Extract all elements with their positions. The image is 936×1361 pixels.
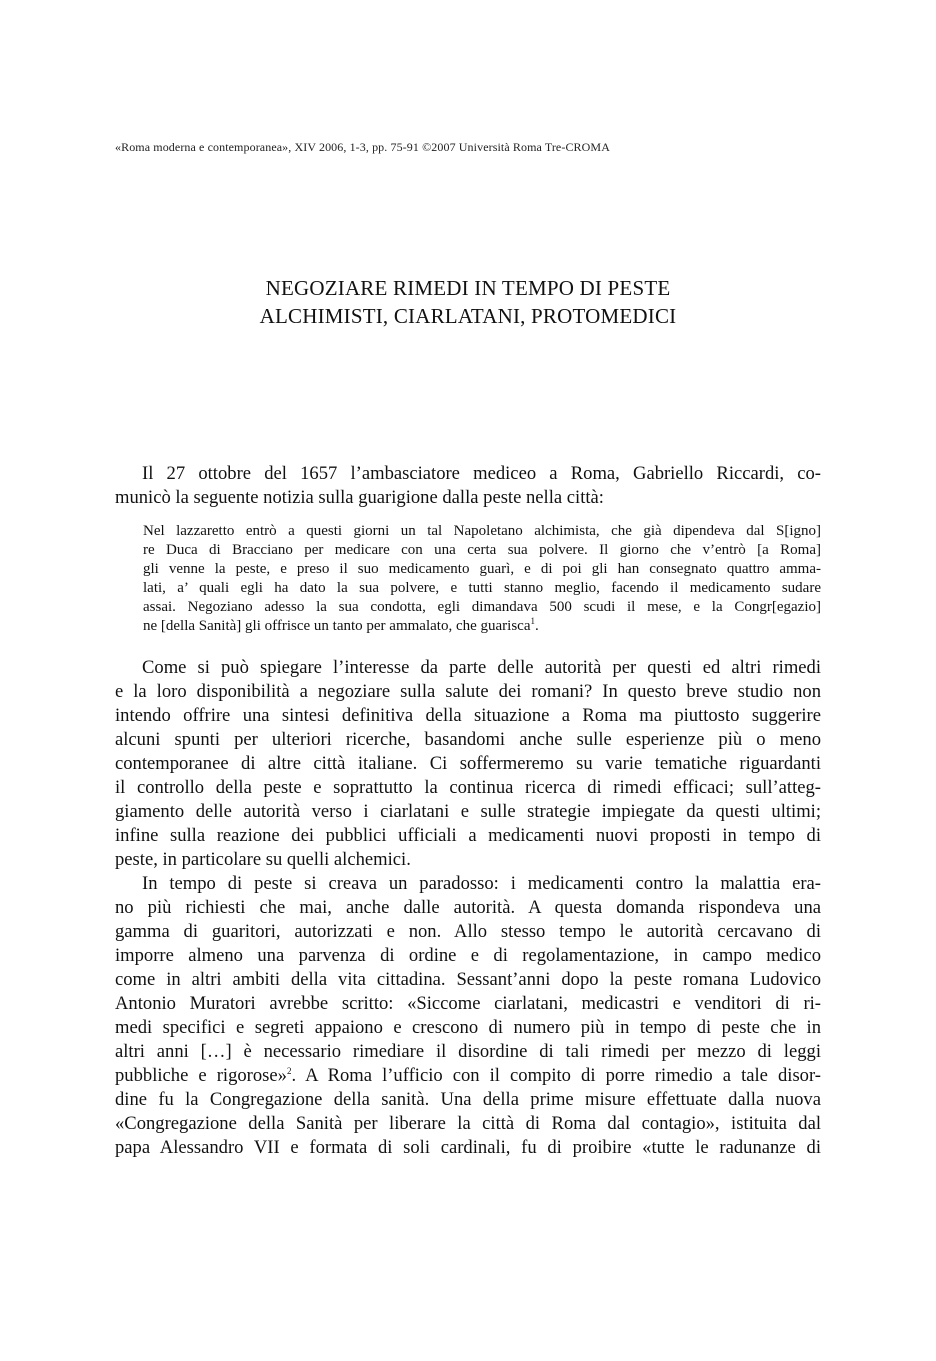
para1-line: il controllo della peste e soprattutto la continua ricerca di rimedi efficaci; sull’atteg-: [115, 777, 821, 798]
quote-line: assai. Negoziano adesso la sua condotta, egli dimandava 500 scudi il mese, e la Congr[egazio]: [143, 599, 821, 615]
quote-end: .: [535, 618, 539, 634]
para2-line: «Congregazione della Sanità per liberare la città di Roma dal contagio», istituita dal: [115, 1113, 821, 1134]
para1-line: giamento delle autorità verso i ciarlatani e sulle strategie impiegate da questi ultimi;: [115, 801, 821, 822]
title-line-1: NEGOZIARE RIMEDI IN TEMPO DI PESTE: [265, 276, 671, 300]
para2-line: papa Alessandro VII e formata di soli cardinali, fu di proibire «tutte le radunanze di: [115, 1137, 821, 1158]
intro-line: Il 27 ottobre del 1657 l’ambasciatore mediceo a Roma, Gabriello Riccardi, co-: [142, 463, 821, 484]
title-line-2: ALCHIMISTI, CIARLATANI, PROTOMEDICI: [259, 304, 677, 328]
para2-line: imporre almeno una parvenza di ordine e di regolamentazione, in campo medico: [115, 945, 821, 966]
para2-line: altri anni […] è necessario rimediare il disordine di tali rimedi per mezzo di leggi: [115, 1041, 821, 1062]
para2-text: . A Roma l’ufficio con il compito di porre rimedio a tale disor-: [291, 1065, 821, 1086]
para2-line: Antonio Muratori avrebbe scritto: «Siccome ciarlatani, medicastri e venditori di ri-: [115, 993, 821, 1014]
para2-line: no più richiesti che mai, anche dalle autorità. A questa domanda rispondeva una: [115, 897, 821, 918]
para2-line: come in altri ambiti della vita cittadina. Sessant’anni dopo la peste romana Ludovico: [115, 969, 821, 990]
para1-line: Come si può spiegare l’interesse da parte delle autorità per questi ed altri rimedi: [142, 657, 821, 678]
para1-line: infine sulla reazione dei pubblici ufficiali a medicamenti nuovi proposti in tempo di: [115, 825, 821, 846]
para1-line: alcuni spunti per ulteriori ricerche, basandomi anche sulle esperienze più o meno: [115, 729, 821, 750]
para1-line: e la loro disponibilità a negoziare sulla salute dei romani? In questo breve studio non: [115, 681, 821, 702]
para2-line: dine fu la Congregazione della sanità. Una della prime misure effettuate dalla nuova: [115, 1089, 821, 1110]
para2-line: In tempo di peste si creava un paradosso: i medicamenti contro la malattia era-: [142, 873, 821, 894]
para2-line: medi specifici e segreti appaiono e crescono di numero più in tempo di peste che in: [115, 1017, 821, 1038]
quote-line: [143, 617, 821, 636]
para2-line: gamma di guaritori, autorizzati e non. Allo stesso tempo le autorità cercavano di: [115, 921, 821, 942]
para1-line: intendo offrire una sintesi definitiva della situazione a Roma ma piuttosto suggerire: [115, 705, 821, 726]
para2-text: pubbliche e rigorose»: [115, 1065, 287, 1086]
intro-line: municò la seguente notizia sulla guarigione dalla peste nella città:: [115, 487, 604, 508]
footnote-ref-2[interactable]: 2: [286, 1065, 292, 1076]
quote-line: lati, a’ quali egli ha dato la sua polvere, e tutti stanno meglio, facendo il medicamento sudare: [143, 580, 821, 596]
quote-text: ne [della Sanità] gli offrisce un tanto per ammalato, che guarisca: [143, 618, 531, 634]
running-head: «Roma moderna e contemporanea», XIV 2006, 1-3, pp. 75-91 ©2007 Università Roma Tre-CROMA: [115, 140, 610, 154]
quote-line: gli venne la peste, e preso il suo medicamento guarì, e di poi gli han consegnato quattro amma-: [143, 561, 821, 577]
para1-line: peste, in particolare su quelli alchemici.: [115, 849, 411, 870]
quote-line: Nel lazzaretto entrò a questi giorni un tal Napoletano alchimista, che già dipendeva dal S[igno]: [143, 523, 821, 539]
article-title: [115, 274, 821, 330]
quote-line: re Duca di Bracciano per medicare con una certa sua polvere. Il giorno che v’entrò [a Roma]: [143, 542, 821, 558]
footnote-ref-1[interactable]: 1: [530, 616, 535, 626]
para1-line: contemporanee di altre città italiane. Ci soffermeremo su varie tematiche riguardanti: [115, 753, 821, 774]
para2-line: [115, 1064, 821, 1088]
